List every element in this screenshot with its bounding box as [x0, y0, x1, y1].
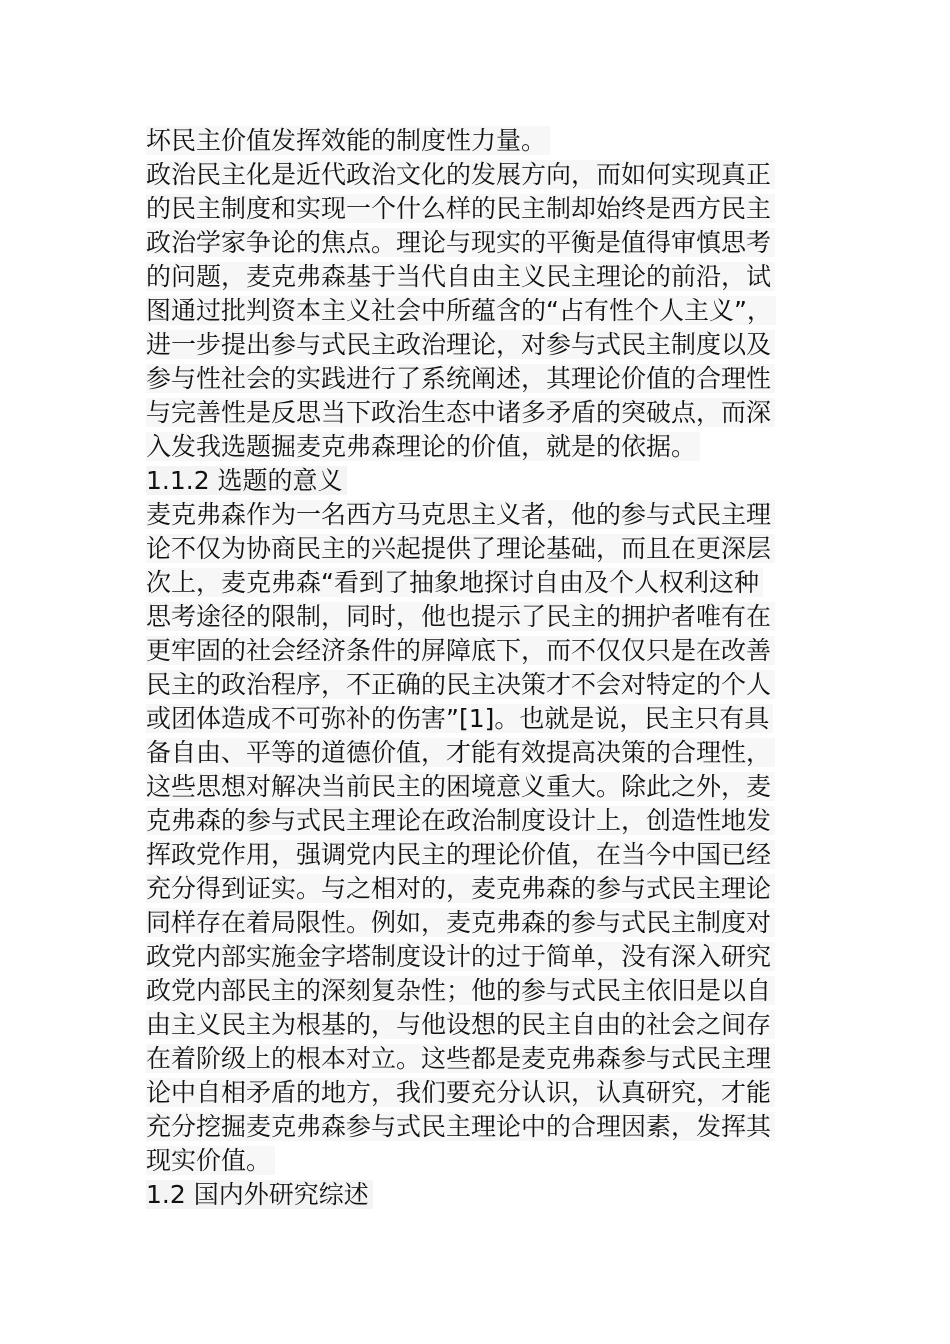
paragraph-line: 政治学家争论的焦点。理论与现实的平衡是值得审慎思考 — [146, 226, 806, 260]
paragraph-line: 麦克弗森作为一名西方马克思主义者，他的参与式民主理 — [146, 498, 806, 532]
paragraph-line: 的民主制度和实现一个什么样的民主制却始终是西方民主 — [146, 192, 806, 226]
paragraph-line: 次上，麦克弗森“看到了抽象地探讨自由及个人权利这种 — [146, 566, 806, 600]
paragraph-line: 政党内部实施金字塔制度设计的过于简单，没有深入研究 — [146, 940, 806, 974]
paragraph-line: 思考途径的限制，同时，他也提示了民主的拥护者唯有在 — [146, 600, 806, 634]
paragraph-line: 论中自相矛盾的地方，我们要充分认识，认真研究，才能 — [146, 1076, 806, 1110]
paragraph-line: 坏民主价值发挥效能的制度性力量。 — [146, 124, 806, 158]
paragraph-line: 与完善性是反思当下政治生态中诸多矛盾的突破点，而深 — [146, 396, 806, 430]
paragraph-line: 更牢固的社会经济条件的屏障底下，而不仅仅只是在改善 — [146, 634, 806, 668]
paragraph-line: 在着阶级上的根本对立。这些都是麦克弗森参与式民主理 — [146, 1042, 806, 1076]
paragraph-line: 入发我选题掘麦克弗森理论的价值，就是的依据。 — [146, 430, 806, 464]
paragraph-line: 政治民主化是近代政治文化的发展方向，而如何实现真正 — [146, 158, 806, 192]
paragraph-line: 由主义民主为根基的，与他设想的民主自由的社会之间存 — [146, 1008, 806, 1042]
paragraph-line: 图通过批判资本主义社会中所蕴含的“占有性个人主义”， — [146, 294, 806, 328]
paragraph-line: 备自由、平等的道德价值，才能有效提高决策的合理性， — [146, 736, 806, 770]
paragraph-line: 同样存在着局限性。例如，麦克弗森的参与式民主制度对 — [146, 906, 806, 940]
paragraph-line: 政党内部民主的深刻复杂性；他的参与式民主依旧是以自 — [146, 974, 806, 1008]
paragraph-line: 民主的政治程序，不正确的民主决策才不会对特定的个人 — [146, 668, 806, 702]
section-heading-1-1-2: 1.1.2 选题的意义 — [146, 464, 806, 498]
paragraph-line: 这些思想对解决当前民主的困境意义重大。除此之外，麦 — [146, 770, 806, 804]
paragraph-line: 论不仅为协商民主的兴起提供了理论基础，而且在更深层 — [146, 532, 806, 566]
paragraph-line: 的问题，麦克弗森基于当代自由主义民主理论的前沿，试 — [146, 260, 806, 294]
paragraph-line: 克弗森的参与式民主理论在政治制度设计上，创造性地发 — [146, 804, 806, 838]
paragraph-line: 挥政党作用，强调党内民主的理论价值，在当今中国已经 — [146, 838, 806, 872]
paragraph-line: 充分挖掘麦克弗森参与式民主理论中的合理因素，发挥其 — [146, 1110, 806, 1144]
paragraph-line: 进一步提出参与式民主政治理论，对参与式民主制度以及 — [146, 328, 806, 362]
paragraph-line: 参与性社会的实践进行了系统阐述，其理论价值的合理性 — [146, 362, 806, 396]
paragraph-line: 现实价值。 — [146, 1144, 806, 1178]
paragraph-line: 或团体造成不可弥补的伤害”[1]。也就是说，民主只有具 — [146, 702, 806, 736]
paragraph-line: 充分得到证实。与之相对的，麦克弗森的参与式民主理论 — [146, 872, 806, 906]
document-body — [146, 124, 806, 1212]
section-heading-1-2: 1.2 国内外研究综述 — [146, 1178, 806, 1212]
